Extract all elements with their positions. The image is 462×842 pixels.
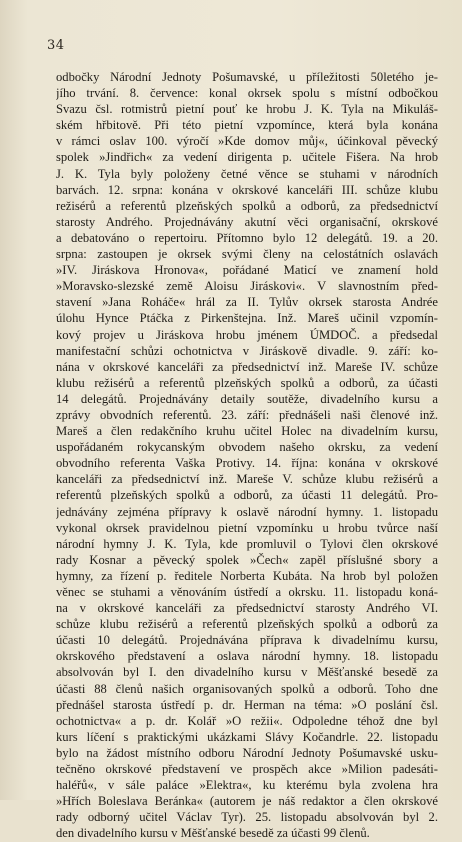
text-line: »IV. Jiráskova Hronova«, pořádané Maticí ve znamení hold [56, 263, 438, 278]
text-line: nána v okrskové kanceláři za předsednictví inž. Mareše IV. schůze [56, 359, 438, 374]
text-line: ochotnictva« a p. dr. Kolář »O režii«. Odpoledne téhož dne byl [56, 713, 438, 728]
text-line: zprávy obvodních referentů. 23. září: přednášeli naši členové inž. [56, 407, 438, 422]
text-line: účasti 88 členů našich organisovaných spolků a odborů. Toho dne [56, 681, 438, 696]
body-text [56, 69, 438, 842]
text-line: J. K. Tyla byly položeny četné věnce se stuhami v národních [56, 166, 438, 181]
text-line: národní hymny J. K. Tyla, kde promluvil o Tylovi člen okrskové [56, 536, 438, 551]
text-line: a debatováno o repertoiru. Přítomno bylo 12 delegátů. 19. a 20. [56, 230, 438, 245]
text-line: na v okrskové kanceláři za předsednictví starosty Andrého VI. [56, 601, 438, 616]
text-line: kový projev u Jiráskova hrobu jménem ÚMDOČ. a předsedal [56, 327, 438, 342]
text-line: režisérů a referentů plzeňských spolků a odborů, za předsednictví [56, 198, 438, 213]
text-line: hymny, za řízení p. ředitele Norberta Kubáta. Na hrob byl položen [56, 568, 438, 583]
text-line: »Hřích Boleslava Beránka« (autorem je náš redaktor a člen okrskové [56, 794, 438, 809]
text-line: Mareš a člen redakčního kruhu učitel Holec na divadelním kursu, [56, 424, 438, 439]
text-line: bylo na žádost místního odboru Národní Jednoty Pošumavské usku- [56, 745, 438, 760]
text-line: den divadelního kursu v Měšťanské besedě za účasti 99 členů. [56, 826, 370, 841]
text-line: referentů plzeňských spolků a odborů, za účasti 11 delegátů. Pro- [56, 488, 438, 503]
text-line: kanceláři za předsednictví inž. Mareše V. schůze klubu režisérů a [56, 472, 438, 487]
text-line: 14 delegátů. Projednávány detaily soutěže, divadelního kursu a [56, 391, 438, 406]
text-line: uspořádaném rokycanským obvodem našeho okrsku, za vedení [56, 440, 438, 455]
text-line: úlohu Hynce Ptáčka z Pirkenštejna. Inž. Mareš učinil vzpomín- [56, 311, 438, 326]
text-line: přednášel starosta ústředí p. dr. Herman na téma: »O poslání čsl. [56, 697, 438, 712]
text-line: barvách. 12. srpna: konána v okrskové kanceláři III. schůze klubu [56, 182, 438, 197]
text-line: obvodního referenta Vaška Protivy. 14. října: konána v okrskové [56, 456, 438, 471]
text-line: odbočky Národní Jednoty Pošumavské, u příležitosti 50letého je- [56, 70, 438, 84]
text-line: starosty Andrého. Projednávány akutní věci organisační, okrskové [56, 214, 438, 229]
text-line: vykonal okrsek pravidelnou pietní vzpomínku u hrobu tvůrce naší [56, 520, 438, 535]
text-line: absolvován byl I. den divadelního kursu v Měšťanské besedě za [56, 665, 438, 680]
text-line: haléřů«, v sále paláce »Elektra«, ku kterému byla zvolena hra [56, 778, 438, 793]
text-line: Svazu čsl. rotmistrů pietní pouť ke hrobu J. K. Tyla na Mikuláš- [56, 102, 438, 117]
text-line: tečněno okrskové představení ve prospěch akce »Milion padesáti- [56, 762, 438, 777]
text-line: věnec se stuhami a věnováním ústředí a okrsku. 11. listopadu koná- [56, 585, 438, 599]
text-line: rady Kosnar a pěvecký spolek »Čech« zapěl příslušné sbory a [56, 552, 438, 567]
text-line: ském hřbitově. Při této pietní vzpomínce, která byla konána [56, 118, 438, 133]
text-line: schůze klubu režisérů a referentů plzeňských spolků a odborů za [56, 617, 438, 632]
text-line: »Moravsko-slezské země Aloisu Jiráskovi«. V slavnostním před- [56, 279, 438, 294]
text-line: stavení »Jana Roháče« hrál za II. Tylův okrsek starosta Andrée [56, 295, 438, 310]
text-line: účasti 10 delegátů. Projednávána příprava k divadelnímu kursu, [56, 633, 438, 648]
text-line: jednávány zejména přípravy k oslavě národní hymny. 1. listopadu [56, 504, 438, 519]
text-line: srpna: zastoupen je okrsek svými členy na celostátních oslavách [56, 247, 438, 262]
text-line: jího trvání. 8. července: konal okrsek spolu s místní odbočkou [56, 86, 438, 101]
text-line: manifestační schůzi ochotnictva v Jiráskově divadle. 9. září: ko- [56, 343, 438, 358]
text-line: klubu režisérů a referentů plzeňských spolků a odborů, za účasti [56, 375, 438, 390]
text-line: kurs líčení s praktickými ukázkami Slávy Kočandrle. 22. listopadu [56, 729, 438, 744]
text-line: okrskového představení a oslava národní hymny. 18. listopadu [56, 649, 438, 664]
text-line: rady odborný učitel Václav Tyr). 25. listopadu absolvován byl 2. [56, 810, 438, 825]
text-line: v rámci oslav 100. výročí »Kde domov můj«, účinkoval pěvecký [56, 134, 438, 149]
page-number: 34 [47, 38, 65, 53]
text-line: spolek »Jindřich« za vedení dirigenta p. učitele Fišera. Na hrob [56, 150, 438, 165]
